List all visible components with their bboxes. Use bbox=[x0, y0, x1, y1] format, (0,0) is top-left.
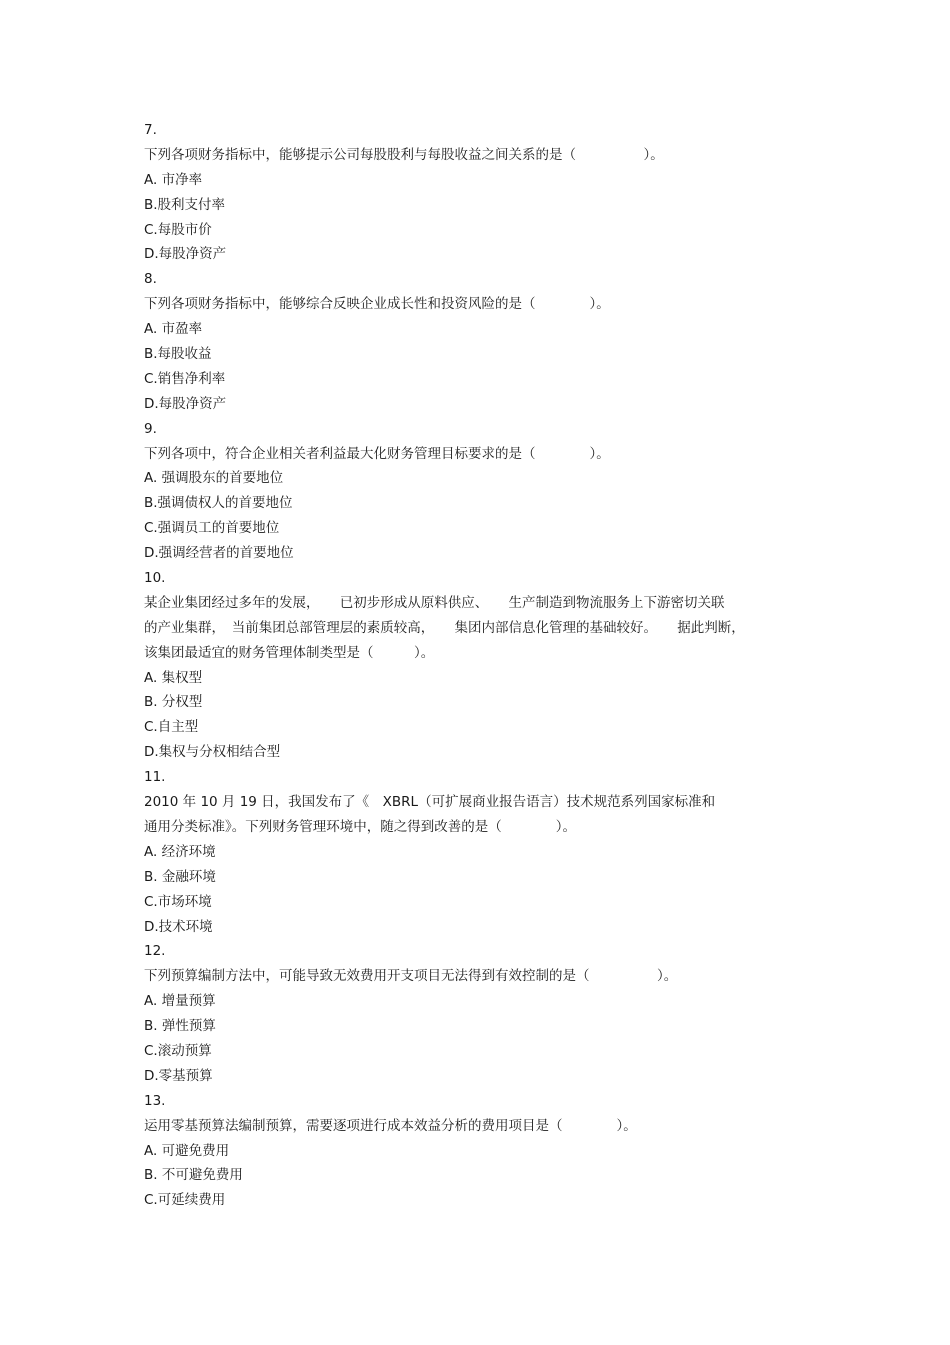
option-a: A. 市盈率 bbox=[144, 321, 203, 338]
option-a: A. 集权型 bbox=[144, 669, 203, 686]
option-b: B.强调债权人的首要地位 bbox=[144, 495, 293, 512]
question-stem-line-2: 的产业集群， 当前集团总部管理层的素质较高， 集团内部信息化管理的基础较好。 据此判断， bbox=[144, 619, 745, 636]
question-number: 13. bbox=[144, 1092, 166, 1109]
option-c: C.销售净利率 bbox=[144, 370, 226, 387]
option-a: A. 增量预算 bbox=[144, 993, 216, 1010]
option-a: A. 强调股东的首要地位 bbox=[144, 470, 284, 487]
question-stem-line-1: 2010 年 10 月 19 日，我国发布了《 XBRL（可扩展商业报告语言）技术规范系列国家标准和 bbox=[144, 794, 716, 811]
question-stem: 运用零基预算法编制预算，需要逐项进行成本效益分析的费用项目是（ ）。 bbox=[144, 1117, 637, 1134]
option-b: B. 弹性预算 bbox=[144, 1018, 216, 1035]
option-c: C.强调员工的首要地位 bbox=[144, 520, 280, 537]
question-number: 9. bbox=[144, 420, 157, 437]
document-page bbox=[144, 118, 824, 1213]
question-stem: 下列各项财务指标中，能够提示公司每股股利与每股收益之间关系的是（ ）。 bbox=[144, 146, 664, 163]
question-9 bbox=[144, 417, 824, 566]
question-11 bbox=[144, 765, 824, 939]
option-c: C.可延续费用 bbox=[144, 1192, 226, 1209]
option-a: A. 市净率 bbox=[144, 171, 203, 188]
question-number: 7. bbox=[144, 122, 157, 138]
option-d: D.集权与分权相结合型 bbox=[144, 744, 281, 761]
option-d: D.零基预算 bbox=[144, 1067, 213, 1084]
option-b: B. 不可避免费用 bbox=[144, 1167, 243, 1184]
question-stem-line-3: 该集团最适宜的财务管理体制类型是（ ）。 bbox=[144, 644, 435, 661]
option-d: D.每股净资产 bbox=[144, 395, 227, 412]
option-d: D.技术环境 bbox=[144, 918, 213, 935]
option-a: A. 可避免费用 bbox=[144, 1142, 230, 1159]
question-10 bbox=[144, 566, 824, 765]
question-stem: 下列预算编制方法中，可能导致无效费用开支项目无法得到有效控制的是（ ）。 bbox=[144, 968, 678, 985]
option-d: D.每股净资产 bbox=[144, 246, 227, 263]
option-d: D.强调经营者的首要地位 bbox=[144, 545, 294, 562]
option-c: C.每股市价 bbox=[144, 221, 212, 238]
question-12 bbox=[144, 939, 824, 1088]
option-b: B.股利支付率 bbox=[144, 196, 226, 213]
question-stem-line-1: 某企业集团经过多年的发展， 已初步形成从原料供应、 生产制造到物流服务上下游密切关联 bbox=[144, 594, 725, 611]
question-number: 11. bbox=[144, 769, 166, 786]
option-c: C.滚动预算 bbox=[144, 1042, 212, 1059]
question-number: 8. bbox=[144, 271, 157, 288]
option-c: C.市场环境 bbox=[144, 893, 212, 910]
question-stem-line-2: 通用分类标准》。下列财务管理环境中，随之得到改善的是（ ）。 bbox=[144, 818, 576, 835]
option-a: A. 经济环境 bbox=[144, 843, 216, 860]
option-c: C.自主型 bbox=[144, 719, 199, 736]
question-stem: 下列各项中，符合企业相关者利益最大化财务管理目标要求的是（ ）。 bbox=[144, 445, 610, 462]
question-7 bbox=[144, 118, 824, 267]
question-13 bbox=[144, 1089, 824, 1213]
question-number: 10. bbox=[144, 570, 166, 587]
option-b: B. 金融环境 bbox=[144, 868, 216, 885]
option-b: B.每股收益 bbox=[144, 346, 212, 363]
question-8 bbox=[144, 267, 824, 416]
option-b: B. 分权型 bbox=[144, 694, 203, 711]
question-stem: 下列各项财务指标中，能够综合反映企业成长性和投资风险的是（ ）。 bbox=[144, 296, 610, 313]
question-number: 12. bbox=[144, 943, 166, 960]
